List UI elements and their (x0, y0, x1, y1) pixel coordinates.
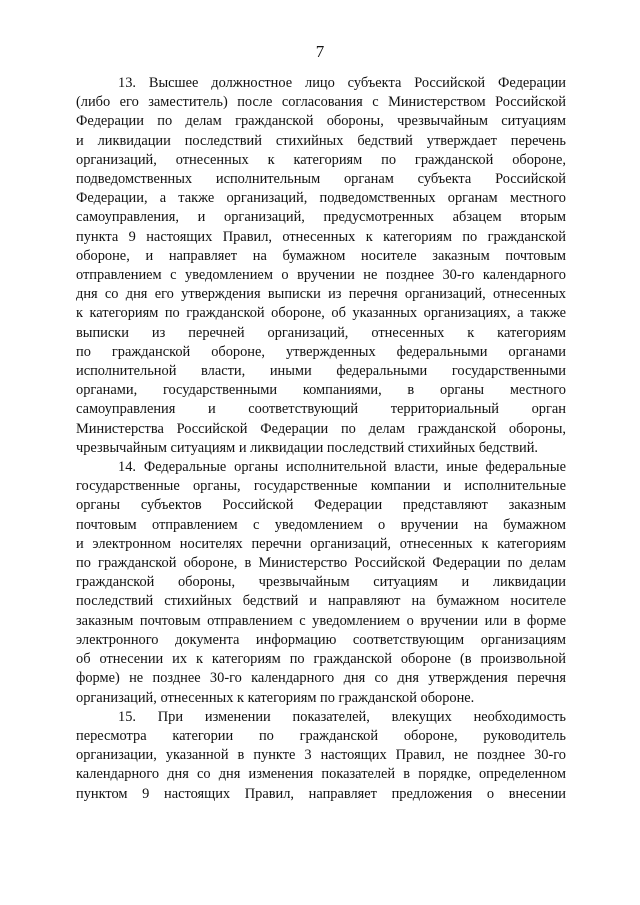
text-line: самоуправления и соответствующий территориальный орган (76, 401, 566, 418)
text-line: выписки из перечней организаций, отнесенных к категориям (76, 324, 566, 341)
text-line: подведомственных исполнительным органам субъекта Российской (76, 171, 566, 188)
paragraph-3 (76, 708, 566, 804)
text-line: Федерации, а также организаций, подведомственных органам местного (76, 190, 566, 207)
text-line: организаций, отнесенных к категориям по гражданской обороне. (76, 689, 475, 706)
text-line: государственные органы, государственные компании и исполнительные (76, 478, 566, 495)
text-line: чрезвычайным ситуациям и ликвидации последствий стихийных бедствий. (76, 439, 539, 456)
text-line: по гражданской обороне, в Министерство Российской Федерации по делам (76, 555, 566, 572)
text-line: и электронном носителях перечни организаций, отнесенных к категориям (76, 535, 566, 552)
text-line: форме) не позднее 30-го календарного дня со дня утверждения перечня (76, 670, 566, 687)
text-line: по гражданской обороне, утвержденных федеральными органами (76, 343, 566, 360)
text-line: (либо его заместитель) после согласования с Министерством Российской (76, 94, 566, 111)
text-line: отправлением с уведомлением о вручении не позднее 30-го календарного (76, 267, 566, 284)
text-line: организации, указанной в пункте 3 настоящих Правил, не позднее 30-го (76, 747, 566, 764)
text-line: Министерства Российской Федерации по делам гражданской обороны, (76, 420, 566, 437)
text-line: гражданской обороны, чрезвычайным ситуациям и ликвидации (76, 574, 566, 591)
paragraph-1 (76, 74, 566, 458)
text-line: исполнительной власти, иными федеральными государственными (76, 363, 566, 380)
text-line: самоуправления, и организаций, предусмотренных абзацем вторым (76, 209, 566, 226)
text-line: электронного документа информацию соответствующим организациям (76, 631, 566, 648)
text-line: обороне, и направляет на бумажном носителе заказным почтовым (76, 247, 566, 264)
text-line: пересмотра категории по гражданской обороне, руководитель (76, 727, 566, 744)
text-line: пунктом 9 настоящих Правил, направляет предложения о внесении (76, 785, 566, 802)
text-line: 13. Высшее должностное лицо субъекта Российской Федерации (118, 75, 566, 91)
text-line: дня со дня его утверждения выписки из перечня организаций, отнесенных (76, 286, 566, 303)
text-line: к категориям по гражданской обороне, об указанных организациях, а также (76, 305, 566, 322)
text-line: календарного дня со дня изменения показателей в порядке, определенном (76, 766, 566, 783)
text-line: почтовым отправлением с уведомлением о вручении на бумажном (76, 516, 566, 533)
page-number: 7 (315, 42, 325, 61)
text-line: организаций, отнесенных к категориям по гражданской обороне, (76, 151, 566, 168)
text-line: и ликвидации последствий стихийных бедствий утверждает перечень (76, 132, 566, 149)
text-line: органы субъектов Российской Федерации представляют заказным (76, 497, 566, 514)
document-body (76, 74, 566, 804)
text-line: об отнесении их к категориям по гражданской обороне (в произвольной (76, 651, 566, 668)
text-line: Федерации по делам гражданской обороны, чрезвычайным ситуациям (76, 113, 566, 130)
text-line: 15. При изменении показателей, влекущих необходимость (118, 708, 566, 725)
text-line: 14. Федеральные органы исполнительной власти, иные федеральные (118, 459, 566, 476)
text-line: последствий стихийных бедствий и направляют на бумажном носителе (76, 593, 566, 610)
paragraph-2 (76, 458, 566, 708)
text-line: пункта 9 настоящих Правил, отнесенных к категориям по гражданской (76, 228, 566, 245)
text-line: органами, государственными компаниями, в органы местного (76, 382, 566, 399)
text-line: заказным почтовым отправлением с уведомлением о вручении или в форме (76, 612, 566, 629)
